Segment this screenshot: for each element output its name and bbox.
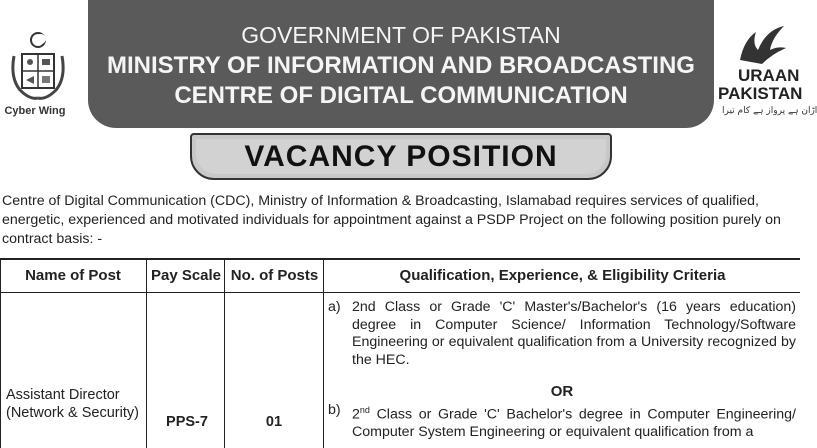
col-divider-2 <box>224 260 225 448</box>
centre-title: CENTRE OF DIGITAL COMMUNICATION <box>174 82 628 109</box>
col-divider-3 <box>323 260 324 448</box>
government-crest-icon <box>0 28 78 108</box>
urdu-tagline: اڑان ہے پرواز ہے کام تیرا <box>722 106 817 116</box>
header-no-of-posts: No. of Posts <box>230 267 319 284</box>
criteria-b-suffix: nd <box>359 405 370 415</box>
criteria-b <box>328 402 796 446</box>
col-divider-1 <box>146 260 147 448</box>
pakistan-text: PAKISTAN <box>718 84 803 103</box>
header-row-divider <box>0 292 800 293</box>
posts-cell: 01 <box>265 414 283 430</box>
header-text <box>88 0 714 128</box>
criteria-b-label: b) <box>328 402 341 418</box>
ministry-title: MINISTRY OF INFORMATION AND BROADCASTING <box>107 52 695 79</box>
vacancy-banner <box>190 133 612 180</box>
header-criteria: Qualification, Experience, & Eligibility Criteria <box>399 267 726 284</box>
criteria-b-text <box>352 402 796 442</box>
or-separator: OR <box>550 383 574 400</box>
left-logo-caption: Cyber Wing <box>4 105 66 117</box>
government-title: GOVERNMENT OF PAKISTAN <box>241 22 561 48</box>
intro-paragraph: Centre of Digital Communication (CDC), Ministry of Information & Broadcasting, Islamabad requires services of qualified, energetic, experienced and motivated individuals for appointment against a PSDP Project on the following position purely on contract basis: - <box>2 193 781 247</box>
criteria-a <box>328 299 796 381</box>
post-name-cell: Assistant Director (Network & Security) <box>6 387 139 421</box>
criteria-a-label: a) <box>328 299 341 315</box>
pay-scale-cell: PPS-7 <box>166 414 208 430</box>
criteria-a-text: 2nd Class or Grade 'C' Master's/Bachelor's (16 years education) degree in Computer Science/ Information Technology/Software Engineering or equivalent qualification from a University recognized by the HEC. <box>352 299 796 368</box>
table-border-left <box>0 260 1 448</box>
criteria-b-number: 2 <box>352 406 360 423</box>
vacancy-title: VACANCY POSITION <box>196 139 606 174</box>
criteria-b-body: Class or Grade 'C' Bachelor's degree in Computer Engineering/ Computer System Engineering or equivalent qualification from a <box>352 406 796 441</box>
uraan-text: URAAN <box>738 66 800 85</box>
header-name-of-post: Name of Post <box>25 267 121 284</box>
eagle-icon <box>722 20 800 70</box>
header-pay-scale: Pay Scale <box>150 267 222 284</box>
